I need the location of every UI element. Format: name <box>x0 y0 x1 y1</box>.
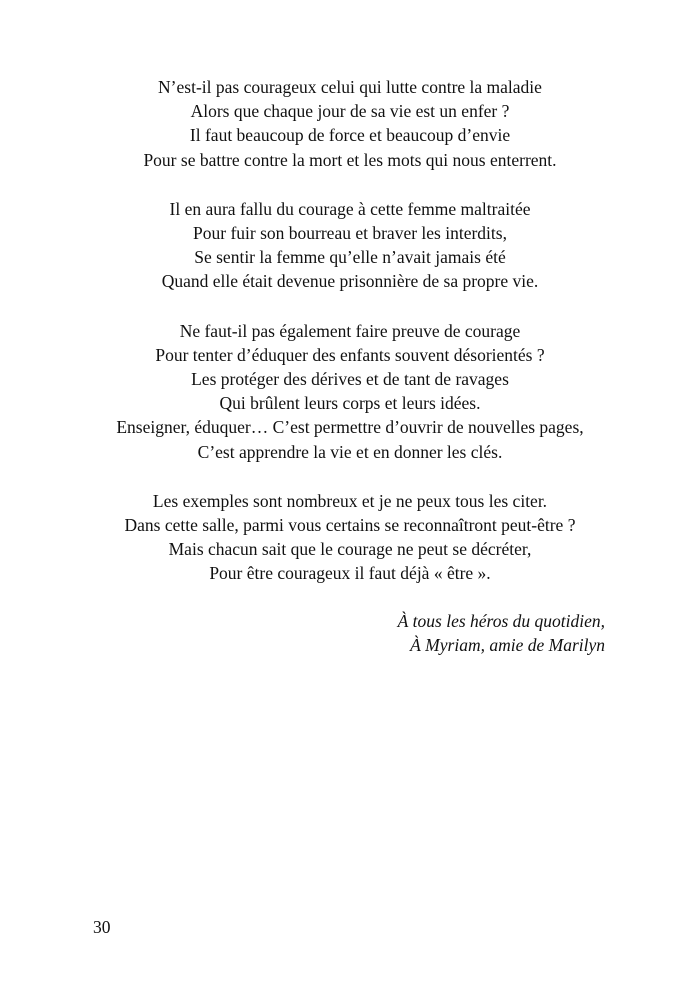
poem-line: Pour fuir son bourreau et braver les interdits, <box>193 223 507 244</box>
poem-line: Enseigner, éduquer… C’est permettre d’ouvrir de nouvelles pages, <box>116 417 584 438</box>
poem-line: Les protéger des dérives et de tant de ravages <box>191 369 509 390</box>
dedication <box>398 609 605 657</box>
poem-line: Alors que chaque jour de sa vie est un enfer ? <box>190 101 510 122</box>
poem-line: Se sentir la femme qu’elle n’avait jamais été <box>194 247 506 268</box>
poem-line: C’est apprendre la vie et en donner les clés. <box>197 441 503 462</box>
stanza-4 <box>0 489 700 586</box>
poem-line: Quand elle était devenue prisonnière de sa propre vie. <box>161 271 539 292</box>
poem-line: Dans cette salle, parmi vous certains se reconnaîtront peut-être ? <box>124 515 576 536</box>
poem-line: Les exemples sont nombreux et je ne peux tous les citer. <box>152 490 548 511</box>
stanza-2 <box>0 197 700 294</box>
poem-line: Pour tenter d’éduquer des enfants souvent désorientés ? <box>155 344 545 365</box>
page-number: 30 <box>93 917 111 937</box>
poem-line: Mais chacun sait que le courage ne peut se décréter, <box>168 539 532 560</box>
dedication-line: À Myriam, amie de Marilyn <box>410 635 605 656</box>
stanza-1 <box>0 75 700 172</box>
poem-line: Ne faut-il pas également faire preuve de courage <box>179 320 521 341</box>
poem-line: Pour être courageux il faut déjà « être ». <box>209 563 491 584</box>
poem-line: N’est-il pas courageux celui qui lutte contre la maladie <box>158 77 542 97</box>
poem-line: Pour se battre contre la mort et les mots qui nous enterrent. <box>143 149 557 170</box>
poem-line: Il en aura fallu du courage à cette femme maltraitée <box>169 198 531 219</box>
poem-line: Qui brûlent leurs corps et leurs idées. <box>219 393 481 414</box>
stanza-3 <box>0 319 700 464</box>
dedication-line: À tous les héros du quotidien, <box>397 611 605 631</box>
poem-line: Il faut beaucoup de force et beaucoup d’envie <box>189 125 511 146</box>
poem <box>0 75 700 611</box>
